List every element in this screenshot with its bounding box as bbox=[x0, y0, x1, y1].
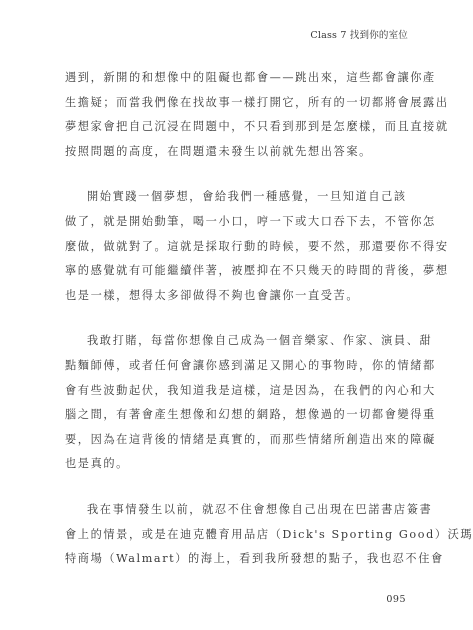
text-line: 開始實踐一個夢想，會給我們一種感覺，一旦知道自己該 bbox=[87, 190, 407, 204]
text-line: 點麵師傅，或者任何會讓你感到滿足又開心的事物時，你的情緒都 bbox=[65, 358, 436, 372]
text-line: 夢想家會把自己沉浸在問題中，不只看到那到是怎麼樣，而且直接就 bbox=[65, 120, 449, 134]
paragraph-1 bbox=[65, 66, 449, 164]
text-line: 會上的情景，或是在迪克體育用品店（Dick's Sporting Good）沃瑪 bbox=[65, 527, 473, 541]
text-line: 我敢打賭，每當你想像自己成為一個音樂家、作家、演員、甜 bbox=[87, 334, 433, 348]
text-line: 我在事情發生以前，就忍不住會想像自己出現在巴諾書店簽書 bbox=[87, 502, 433, 516]
text-line: 按照問題的高度，在問題還未發生以前就先想出答案。 bbox=[65, 144, 372, 158]
text-line: 特商場（Walmart）的海上，看到我所發想的點子，我也忍不住會 bbox=[65, 552, 444, 566]
text-line: 做了，就是開始動筆，喝一小口，哼一下或大口吞下去，不管你怎 bbox=[65, 214, 436, 228]
text-line: 會有些波動起伏，我知道我是這樣，這是因為，在我們的內心和大 bbox=[65, 383, 436, 397]
page-number: 095 bbox=[386, 594, 406, 605]
text-line: 生擔疑；而當我們像在找故事一樣打開它，所有的一切都將會展露出 bbox=[65, 95, 449, 109]
text-line: 遇到，新開的和想像中的阻礙也都會——跳出來，這些都會讓你產 bbox=[65, 71, 436, 84]
text-line: 寧的感覺就有可能繼續伴著，被壓抑在不只幾天的時間的背後，夢想 bbox=[65, 264, 449, 278]
text-line: 也是一樣，想得太多卻做得不夠也會讓你一直受苦。 bbox=[65, 288, 360, 302]
text-line: 麼做，做就對了。這就是採取行動的時候，要不然，那還要你不得安 bbox=[65, 239, 449, 253]
body-text bbox=[65, 66, 473, 593]
running-head: Class 7 找到你的室位 bbox=[310, 30, 408, 41]
paragraph-4 bbox=[65, 498, 473, 572]
text-line: 要，因為在這背後的情緒是真實的，而那些情緒所創造出來的障礙 bbox=[65, 432, 436, 446]
text-line: 也是真的。 bbox=[65, 457, 129, 471]
paragraph-2 bbox=[65, 185, 449, 308]
text-line: 腦之間，有著會產生想像和幻想的網路，想像過的一切都會變得重 bbox=[65, 408, 436, 422]
paragraph-3 bbox=[65, 329, 436, 477]
